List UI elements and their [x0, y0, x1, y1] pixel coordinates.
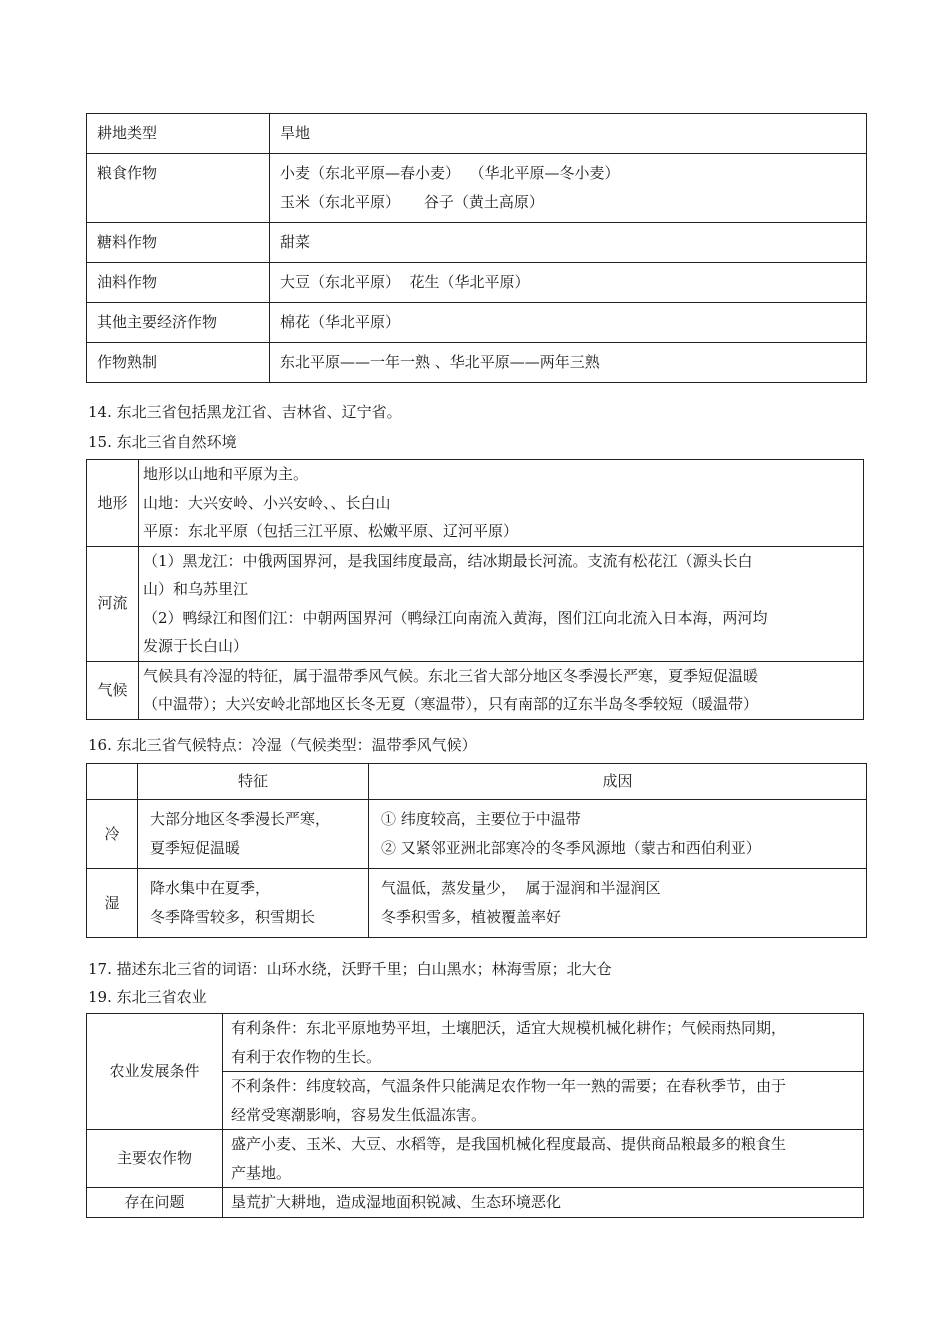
cell-line: 经常受寒潮影响，容易发生低温冻害。 — [231, 1105, 487, 1124]
table-row — [87, 114, 867, 154]
row-content — [270, 114, 867, 154]
row-content — [270, 263, 867, 303]
table-row — [87, 343, 867, 383]
item-16-heading: 16. 东北三省气候特点：冷湿（气候类型：温带季风气候） — [88, 736, 477, 754]
cell-line: 大部分地区冬季漫长严寒， — [150, 810, 331, 828]
row-label: 其他主要经济作物 — [87, 303, 270, 343]
row-label: 粮食作物 — [87, 154, 270, 223]
row-content — [223, 1072, 864, 1130]
row-label: 河流 — [87, 546, 139, 661]
table-row — [87, 1130, 864, 1188]
row-content — [139, 546, 864, 661]
item-17: 17. 描述东北三省的词语：山环水绕，沃野千里；白山黑水；林海雪原；北大仓 — [88, 960, 612, 978]
table-row — [87, 1188, 864, 1218]
table-row — [87, 661, 864, 719]
cell-line: 棉花（华北平原） — [280, 313, 401, 331]
row-content — [270, 223, 867, 263]
cell-line: ① 纬度较高，主要位于中温带 — [381, 810, 581, 828]
row-content — [270, 303, 867, 343]
row-content — [139, 661, 864, 719]
row-content — [270, 154, 867, 223]
cell-line: 不利条件：纬度较高，气温条件只能满足农作物一年一熟的需要；在春秋季节，由于 — [231, 1077, 787, 1095]
table-row — [87, 460, 864, 547]
farmland-crops-table — [86, 113, 867, 383]
cell-line: 降水集中在夏季， — [150, 879, 271, 897]
row-label: 湿 — [87, 869, 138, 938]
table-row — [87, 869, 867, 938]
cell-line: 夏季短促温暖 — [150, 839, 241, 857]
row-label: 气候 — [87, 661, 139, 719]
table-row — [87, 223, 867, 263]
row-label: 糖料作物 — [87, 223, 270, 263]
row-content — [223, 1130, 864, 1188]
table-row — [87, 263, 867, 303]
item-14: 14. 东北三省包括黑龙江省、吉林省、辽宁省。 — [88, 403, 402, 421]
cell-line: 盛产小麦、玉米、大豆、水稻等，是我国机械化程度最高、提供商品粮最多的粮食生 — [231, 1135, 787, 1153]
row-content — [270, 343, 867, 383]
cell-line: ② 又紧邻亚洲北部寒冷的冬季风源地（蒙古和西伯利亚） — [381, 839, 761, 857]
row-label: 冷 — [87, 800, 138, 869]
row-label: 地形 — [87, 460, 139, 547]
cell-line: 气候具有冷湿的特征，属于温带季风气候。东北三省大部分地区冬季漫长严寒，夏季短促温暖 — [143, 666, 759, 685]
row-content — [223, 1014, 864, 1072]
cell-line: 冬季降雪较多，积雪期长 — [150, 908, 316, 926]
agriculture-table — [86, 1013, 864, 1218]
cell-line: 甜菜 — [280, 233, 311, 251]
cell-line: 玉米（东北平原） 谷子（黄土高原） — [280, 193, 544, 211]
cell-line: （2）鸭绿江和图们江：中朝两国界河（鸭绿江向南流入黄海，图们江向北流入日本海，两河均 — [143, 608, 768, 627]
header-feature: 特征 — [138, 764, 369, 800]
row-label: 农业发展条件 — [87, 1014, 223, 1130]
cell-line: 旱地 — [280, 124, 311, 142]
cell-line: 大豆（东北平原） 花生（华北平原） — [280, 273, 530, 291]
row-label: 存在问题 — [87, 1188, 223, 1218]
table-row — [87, 154, 867, 223]
table-row — [87, 1014, 864, 1072]
cell-line: 产基地。 — [231, 1163, 292, 1182]
header-blank — [87, 764, 138, 800]
header-cause: 成因 — [369, 764, 867, 800]
cause-cell — [369, 800, 867, 869]
cell-line: 东北平原——一年一熟 、华北平原——两年三熟 — [280, 353, 600, 371]
cell-line: 垦荒扩大耕地，造成湿地面积锐减、生态环境恶化 — [231, 1193, 562, 1211]
table-row — [87, 800, 867, 869]
row-label: 作物熟制 — [87, 343, 270, 383]
feature-cell — [138, 800, 369, 869]
cell-line: 气温低，蒸发量少， 属于湿润和半湿润区 — [381, 879, 661, 897]
feature-cell — [138, 869, 369, 938]
cell-line: 山地：大兴安岭、小兴安岭、、长白山 — [143, 493, 391, 512]
cell-line: 山）和乌苏里江 — [143, 580, 249, 598]
cell-line: 发源于长白山） — [143, 637, 249, 655]
table-row — [87, 546, 864, 661]
cell-line: （中温带）；大兴安岭北部地区长冬无夏（寒温带），只有南部的辽东半岛冬季较短（暖温带） — [143, 695, 759, 713]
row-content — [139, 460, 864, 547]
item-15-heading: 15. 东北三省自然环境 — [88, 433, 237, 451]
natural-environment-table — [86, 459, 864, 720]
item-19-heading: 19. 东北三省农业 — [88, 988, 207, 1006]
table-header-row — [87, 764, 867, 800]
cell-line: 有利条件：东北平原地势平坦，土壤肥沃，适宜大规模机械化耕作；气候雨热同期， — [231, 1019, 787, 1037]
row-label: 主要农作物 — [87, 1130, 223, 1188]
row-content — [223, 1188, 864, 1218]
cause-cell — [369, 869, 867, 938]
cell-line: 小麦（东北平原—春小麦） （华北平原—冬小麦） — [280, 164, 620, 182]
row-label: 耕地类型 — [87, 114, 270, 154]
cell-line: 平原：东北平原（包括三江平原、松嫩平原、辽河平原） — [143, 522, 519, 540]
cell-line: 有利于农作物的生长。 — [231, 1047, 382, 1066]
table-row — [87, 303, 867, 343]
cell-line: （1）黑龙江：中俄两国界河，是我国纬度最高，结冰期最长河流。支流有松花江（源头长白 — [143, 551, 753, 570]
cell-line: 地形以山地和平原为主。 — [143, 465, 309, 483]
row-label: 油料作物 — [87, 263, 270, 303]
climate-features-table — [86, 763, 867, 938]
cell-line: 冬季积雪多，植被覆盖率好 — [381, 908, 562, 926]
